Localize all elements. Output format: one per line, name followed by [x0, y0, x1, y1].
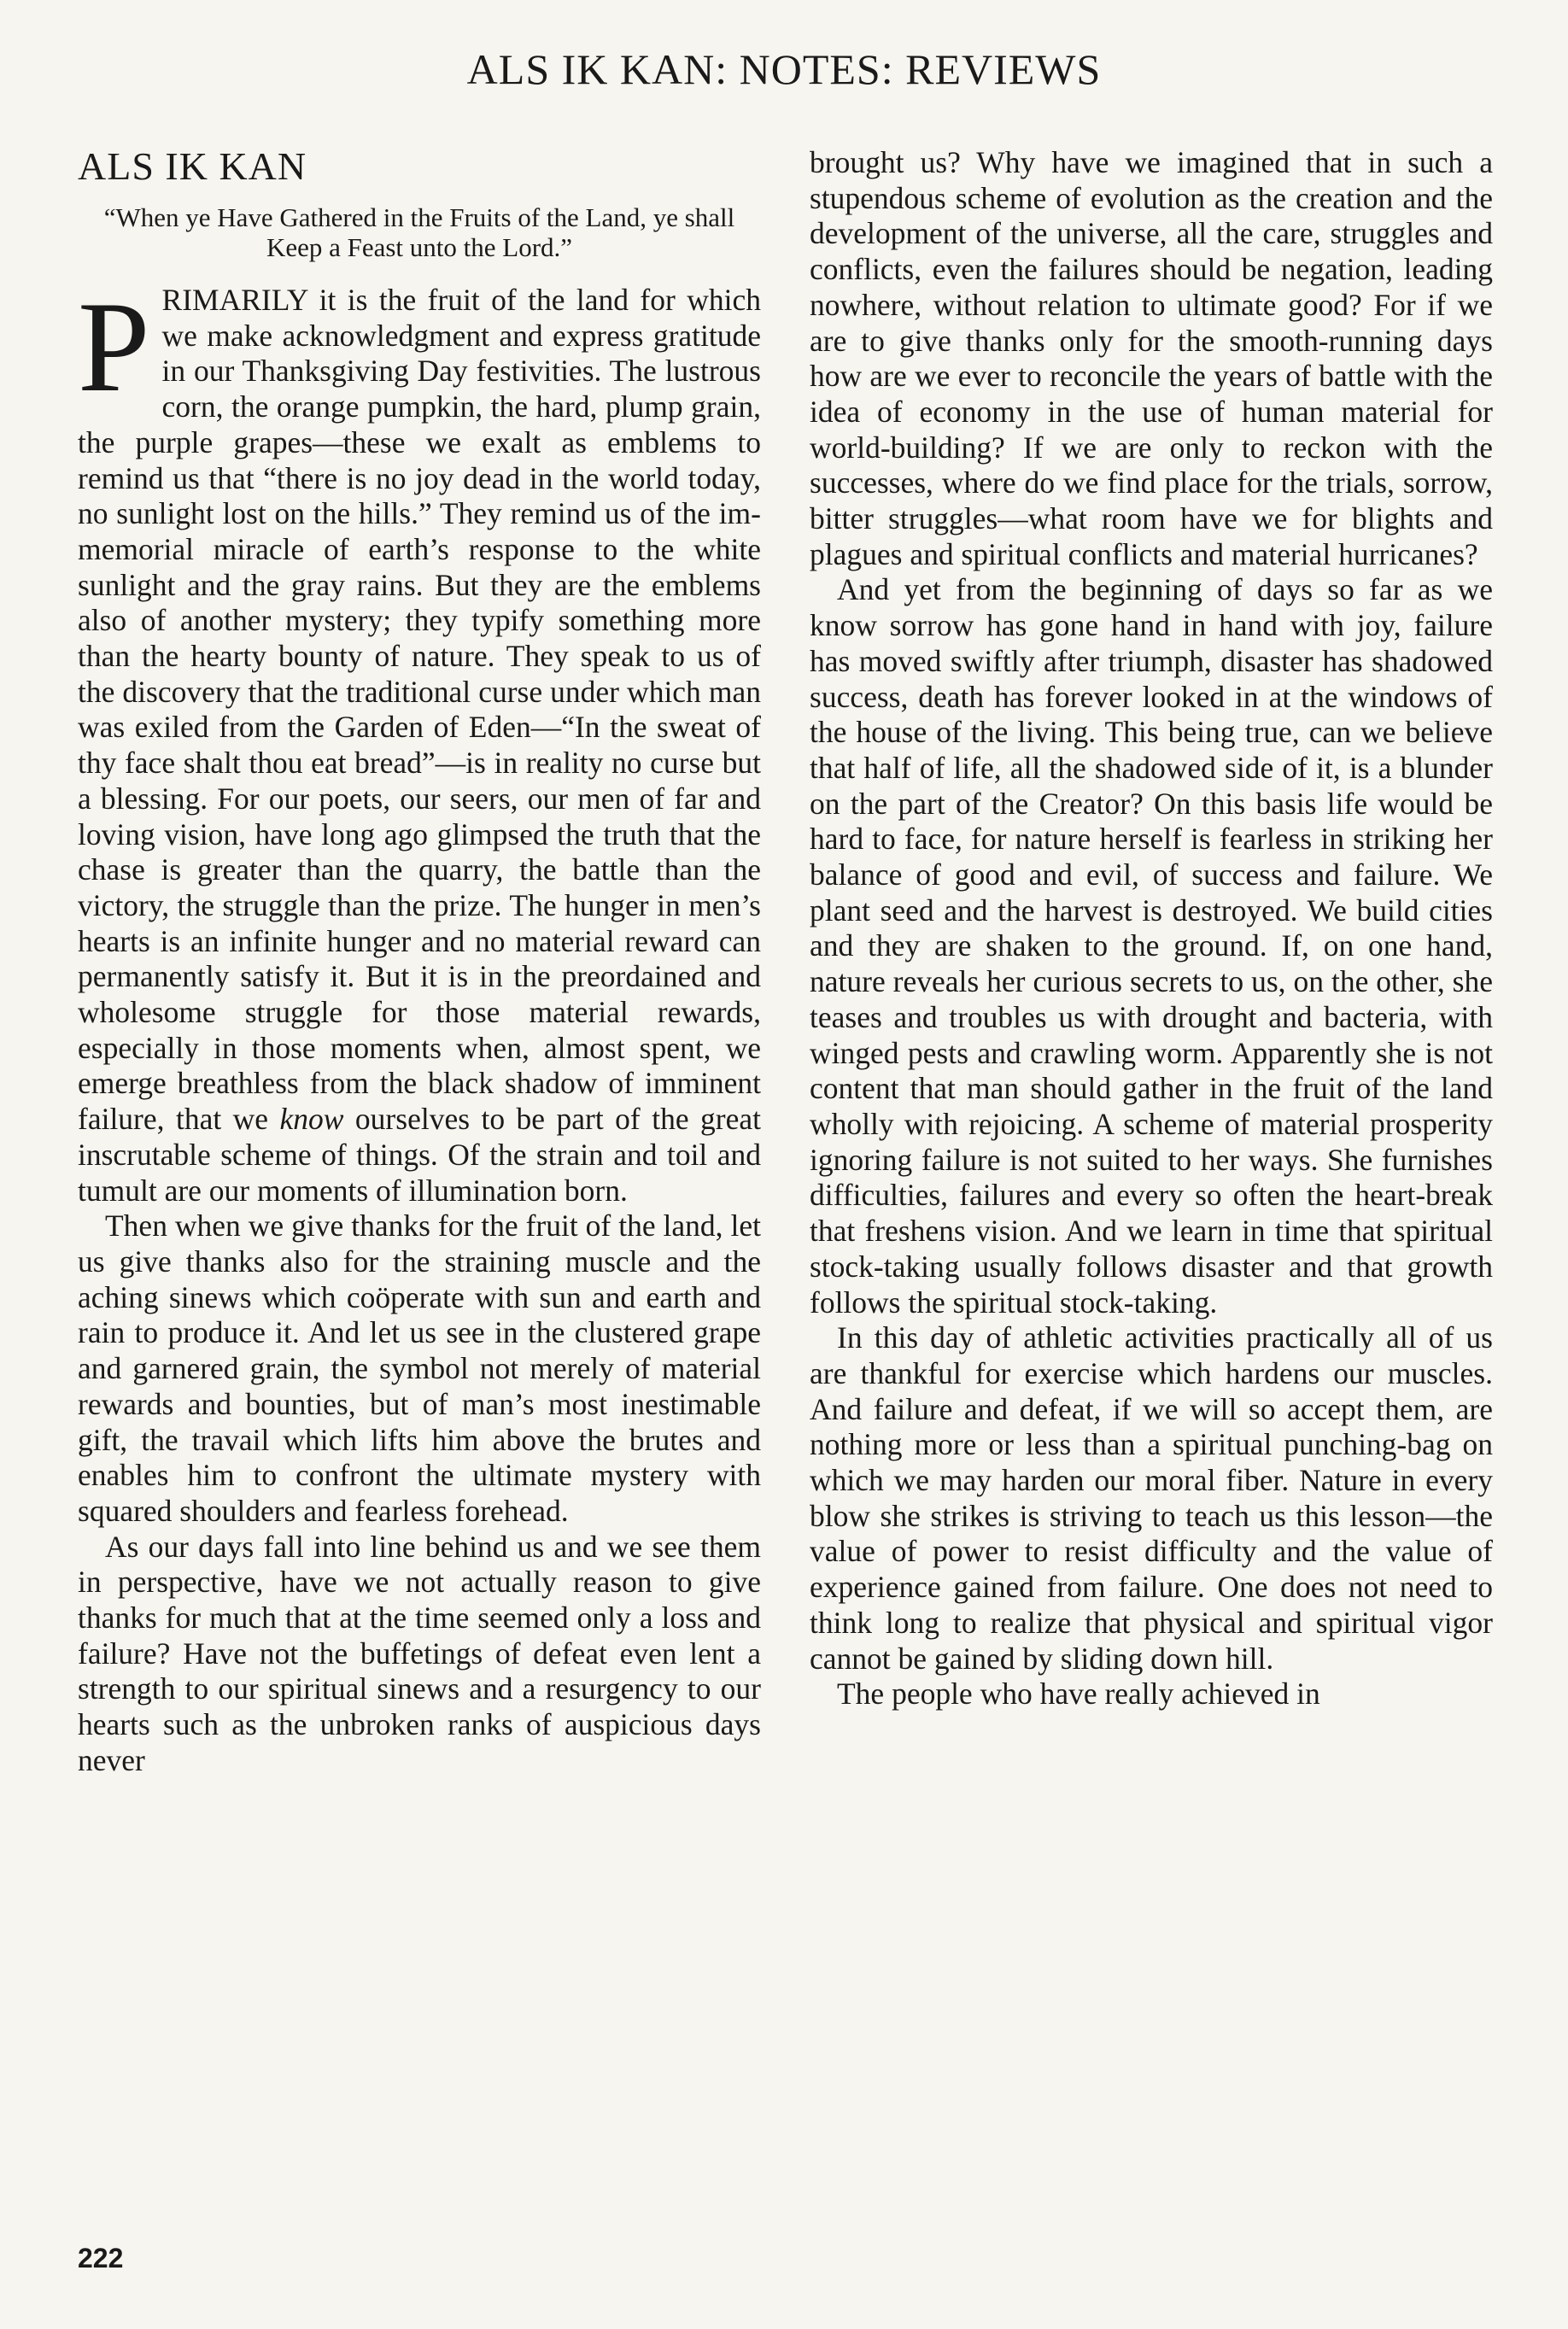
running-head: ALS IK KAN: NOTES: REVIEWS: [466, 45, 1102, 93]
paragraph-3-continued: brought us? Why have we imagined that in such a stupendous scheme of evolution as the creation and the development of the universe, all the care, struggles and conflicts, even the failures should be negation, leading nowhere, without relation to ultimate good? For if we are to give thanks only for the smooth-running days how are we ever to reconcile the years of battle with the idea of economy in the use of human material for world-building? If we are only to reckon with the successes, where do we find place for the trials, sorrow, bitter struggles—what room have we for blights and plagues and spiritual conflicts and material hurricanes?: [810, 145, 1493, 571]
paragraph-1-emphasis: know: [279, 1102, 344, 1137]
left-column: [78, 143, 761, 1779]
paragraph-4: And yet from the beginning of days so far as we know sorrow has gone hand in hand with joy, failure has moved swiftly after triumph, disaster has shadowed success, death has forever looked in at the windows of the house of the living. This being true, can we believe that half of life, all the shadowed side of it, is a blunder on the part of the Creator? On this basis life would be hard to face, for nature herself is fearless in striking her balance of good and evil, of success and failure. We plant seed and the harvest is destroyed. We build cities and they are shaken to the ground. If, on one hand, nature reveals her curious secrets to us, on the other, she teases and troubles us with drought and bacteria, with winged pests and crawling worm. Apparently she is not content that man should gather in the fruit of the land wholly with rejoicing. A scheme of material prosperity ignoring failure is not suited to her ways. She furnishes difficulties, failures and every so often the heart-break that freshens vision. And we learn in time that spiritual stock-taking usually follows disaster and that growth follows the spiritual stock-taking.: [810, 572, 1493, 1320]
paragraph-2: Then when we give thanks for the fruit of the land, let us give thanks also for the straining muscle and the aching sinews which coöperate with sun and earth and rain to produce it. And let us see in the clustered grape and garnered grain, the symbol not merely of material rewards and bounties, but of man’s most inestimable gift, the travail which lifts him above the brutes and enables him to confront the ultimate mystery with squared shoulders and fearless forehead.: [78, 1208, 761, 1528]
right-column: [810, 145, 1493, 1712]
section-title: ALS IK KAN: [78, 144, 307, 188]
paragraph-6: The people who have really achieved in: [837, 1677, 1320, 1712]
paragraph-1-text: RIMARILY it is the fruit of the land for which we make acknowledgment and express gratitude in our Thanksgiving Day festivities. The lustrous corn, the orange pumpkin, the hard, plump grain, the purple grapes—these we exalt as emblems to remind us that “there is no joy dead in the world today, no sunlight lost on the hills.” They remind us of the immemorial miracle of earth’s response to the white sunlight and the gray rains. But they are the emblems also of another mystery; they typify something more than the hearty bounty of nature. They speak to us of the discovery that the traditional curse under which man was exiled from the Garden of Eden—“In the sweat of thy face shalt thou eat bread”—is in reality no curse but a blessing. For our poets, our seers, our men of far and loving vision, have long ago glimpsed the truth that the chase is greater than the quarry, the battle than the victory, the struggle than the prize. The hunger in men’s hearts is an infinite hunger and no material reward can permanently satisfy it. But it is in the preordained and wholesome struggle for those material rewards, especially in those moments when, almost spent, we emerge breathless from the black shadow of imminent failure, that we: [78, 283, 761, 1137]
paragraph-1: [78, 275, 761, 1208]
paragraph-5: In this day of athletic activities practically all of us are thankful for exercise which hardens our muscles. And failure and defeat, if we will so accept them, are nothing more or less than a spiritual punching-bag on which we may harden our moral fiber. Nature in every blow she strikes is striving to teach us this lesson—the value of power to resist difficulty and the value of experience gained from failure. One does not need to think long to realize that physical and spiritual vigor cannot be gained by sliding down hill.: [810, 1320, 1493, 1676]
drop-cap: P: [78, 275, 150, 418]
paragraph-1-end: ourselves to be part of the great inscrutable scheme of things. Of the strain and toil and tumult are our moments of illumination born.: [78, 1102, 761, 1208]
page-number: 222: [78, 2243, 124, 2273]
paragraph-3: As our days fall into line behind us and we see them in perspective, have we not actually reason to give thanks for much that at the time seemed only a loss and failure? Have not the buffetings of defeat even lent a strength to our spiritual sinews and a resurgency to our hearts such as the unbroken ranks of auspicious days never: [78, 1529, 761, 1777]
epigraph: “When ye Have Gathered in the Fruits of the Land, ye shall Keep a Feast unto the Lord.”: [103, 202, 735, 262]
